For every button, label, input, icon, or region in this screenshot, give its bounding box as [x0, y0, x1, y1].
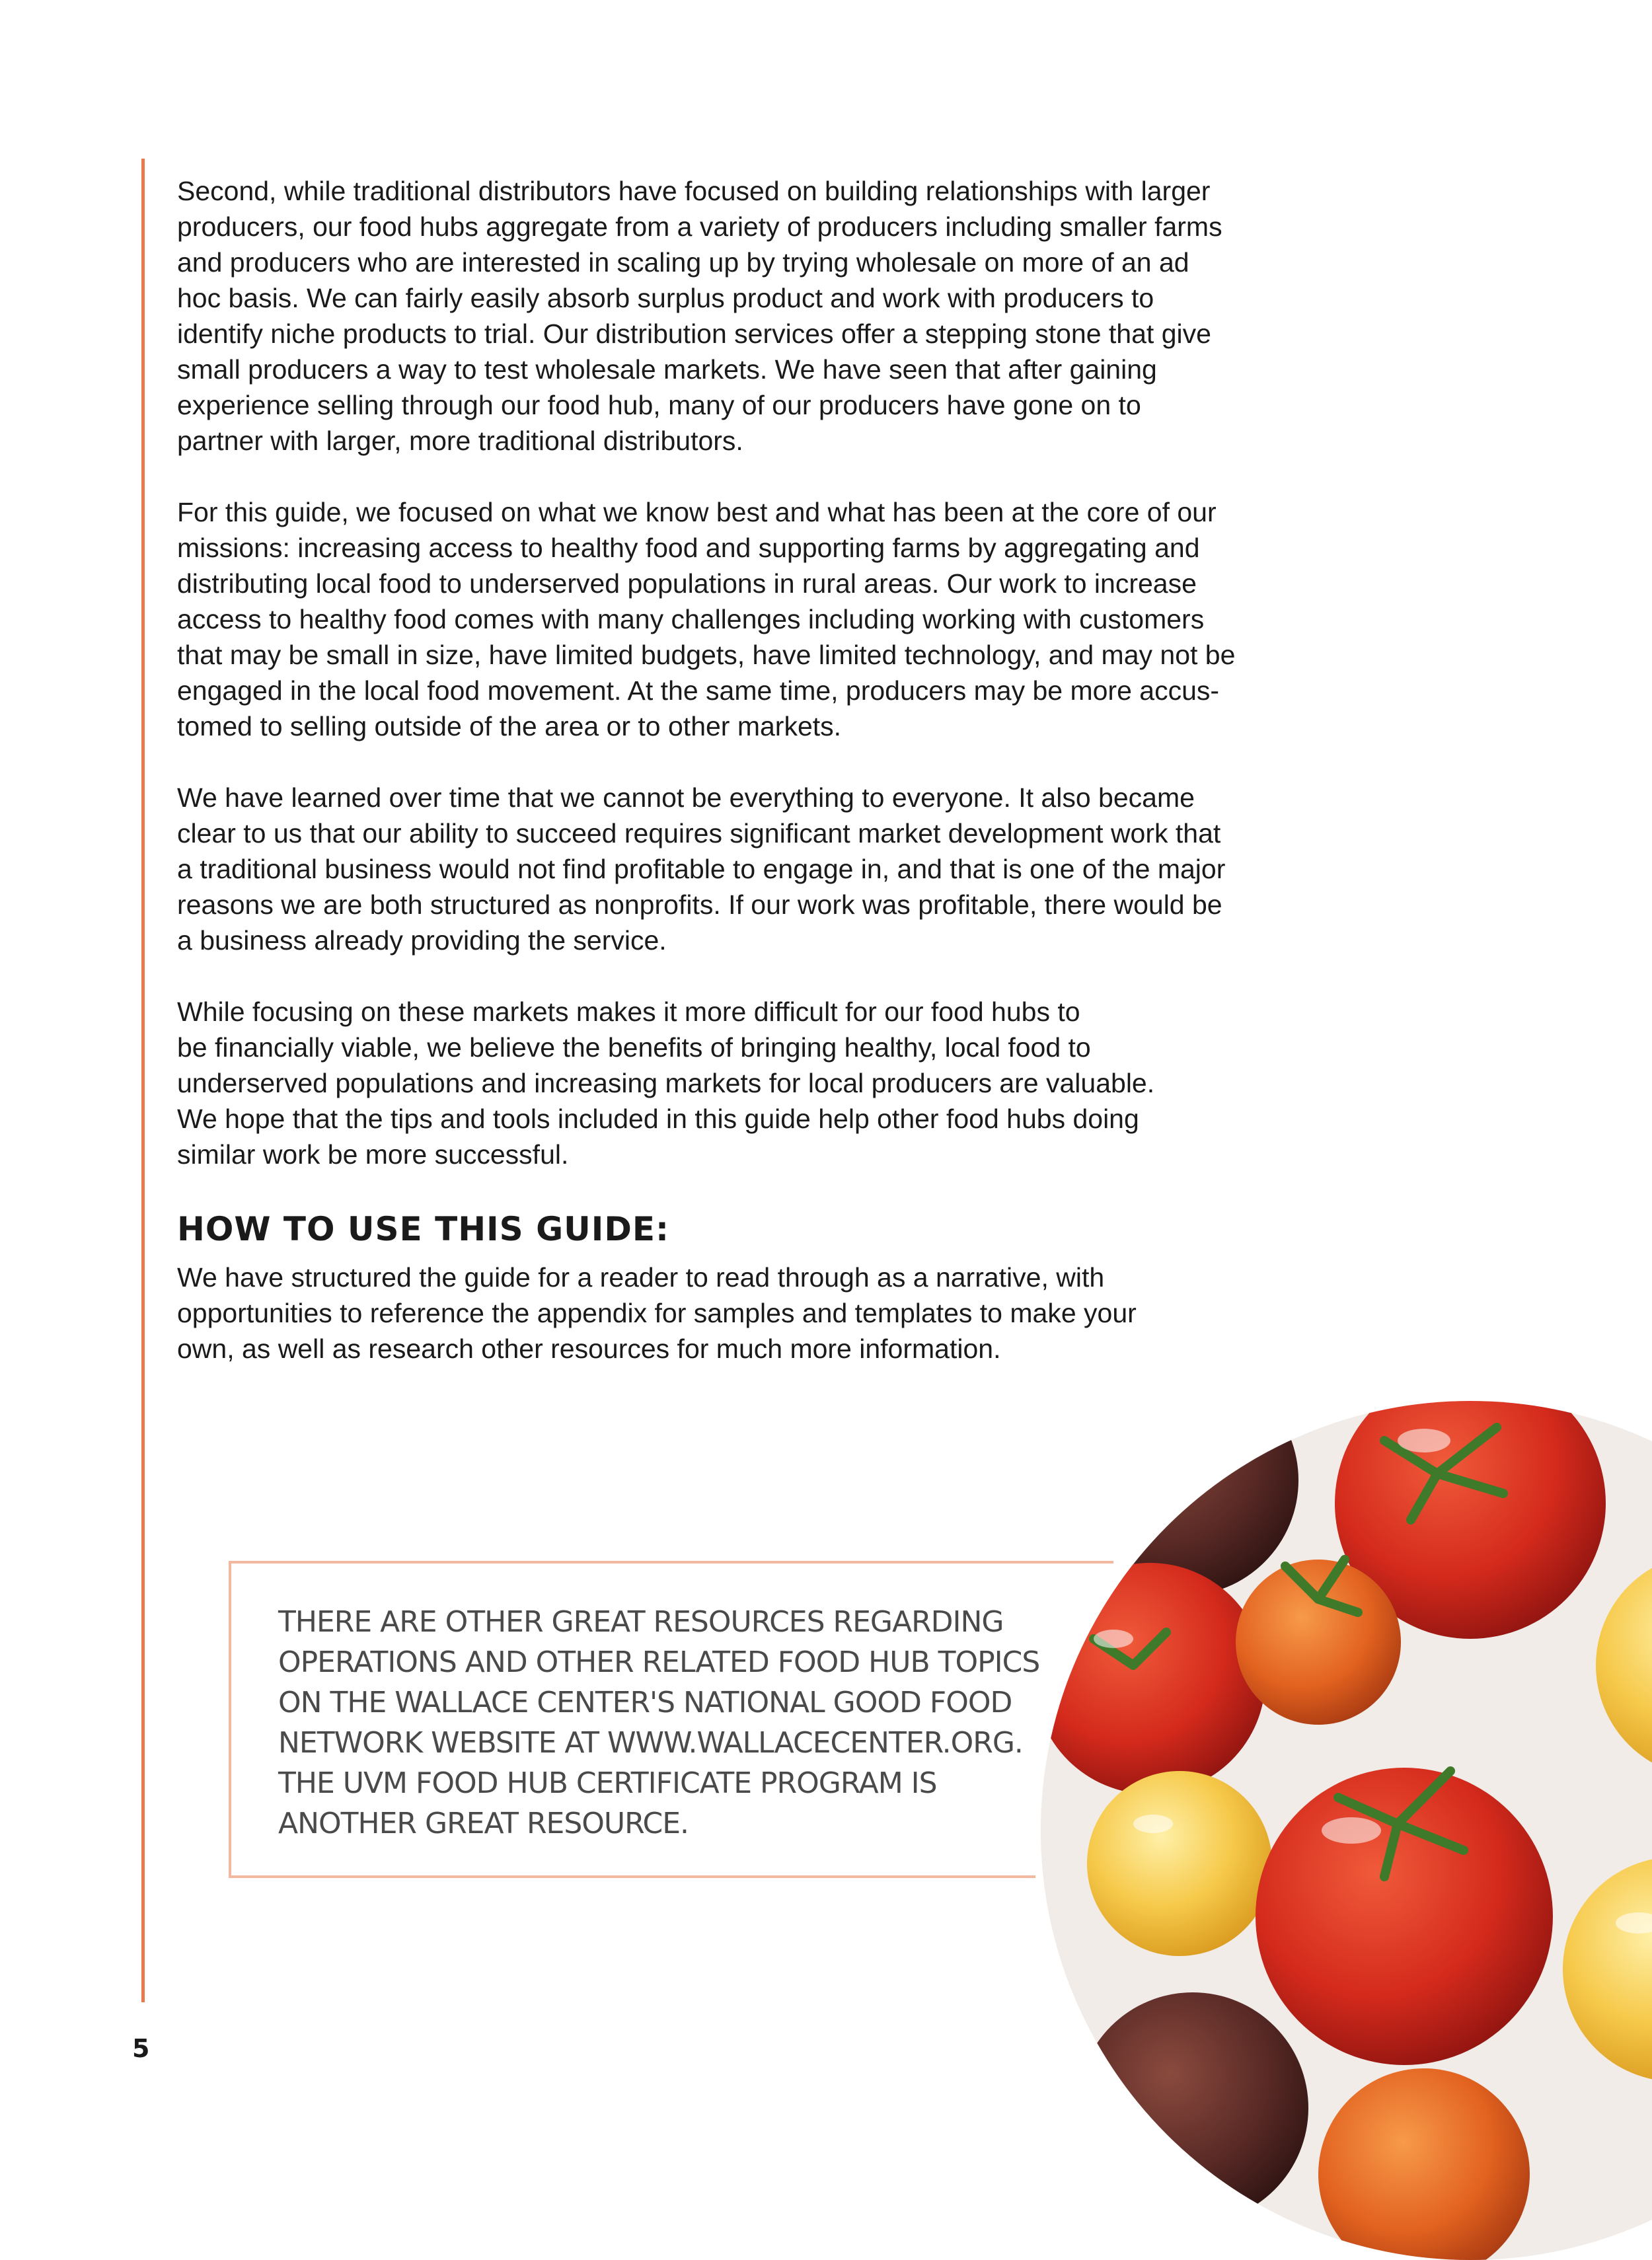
paragraph-distributors: Second, while traditional distributors have focused on building relationships with larger producers, our food hubs aggregate from a variety of producers including smaller farms and producers who are interested in scaling up by trying wholesale on more of an ad hoc basis. We can fairly easily absorb surplus product and work with producers to identify niche products to trial. Our distribution services offer a stepping stone that give small producers a way to test wholesale markets. We have seen that after gaining experience selling through our food hub, many of our producers have gone on to partner with larger, more traditional distributors. — [177, 176, 1222, 456]
yellow-tomato — [1087, 1771, 1272, 1956]
margin-accent-rule — [141, 159, 145, 2002]
paragraph-lessons-learned: We have learned over time that we cannot be everything to everyone. It also became clear to us that our ability to succeed requires significant market development work that a traditional business would not find profitable to engage in, and that is one of the major reasons we are both structured as nonprofits. If our work was profitable, there would be a business already providing the service. — [177, 782, 1226, 956]
tomatoes-photo — [1041, 1401, 1652, 2260]
paragraph-guide-focus: For this guide, we focused on what we know best and what has been at the core of our missions: increasing access to healthy food and supporting farms by aggregating and distributing local food to underserved populations in rural areas. Our work to increase access to healthy food comes with many challenges including working with customers that may be small in size, have limited budgets, have limited technology, and may not be engaged in the local food movement. At the same time, producers may be more accus- tomed to selling outside of the area or to other markets. — [177, 497, 1236, 741]
resources-callout — [228, 1561, 1113, 1878]
dark-tomato — [1077, 1992, 1308, 2224]
callout-text: THERE ARE OTHER GREAT RESOURCES REGARDING OPERATIONS AND OTHER RELATED FOOD HUB TOPICS ON THE WALLACE CENTER'S NATIONAL GOOD FOOD NETWORK WEBSITE AT WWW.WALLACECENTER.ORG. THE UVM FOOD HUB CERTIFICATE PROGRAM IS ANOTHER GREAT RESOURCE. — [278, 1605, 1040, 1840]
section-heading: HOW TO USE THIS GUIDE: — [177, 1210, 669, 1248]
body-column — [177, 173, 1314, 1367]
paragraph-financial-viability: While focusing on these markets makes it more difficult for our food hubs to be financially viable, we believe the benefits of bringing healthy, local food to underserved populations and increasing markets for local producers are valuable. We hope that the tips and tools included in this guide help other food hubs doing similar work be more successful. — [177, 997, 1155, 1170]
paragraph-how-to-use: We have structured the guide for a reader to read through as a narrative, with opportunities to reference the appendix for samples and templates to make your own, as well as research other resources for much more information. — [177, 1262, 1137, 1364]
page-number: 5 — [132, 2034, 150, 2063]
orange-tomato — [1236, 1560, 1401, 1725]
